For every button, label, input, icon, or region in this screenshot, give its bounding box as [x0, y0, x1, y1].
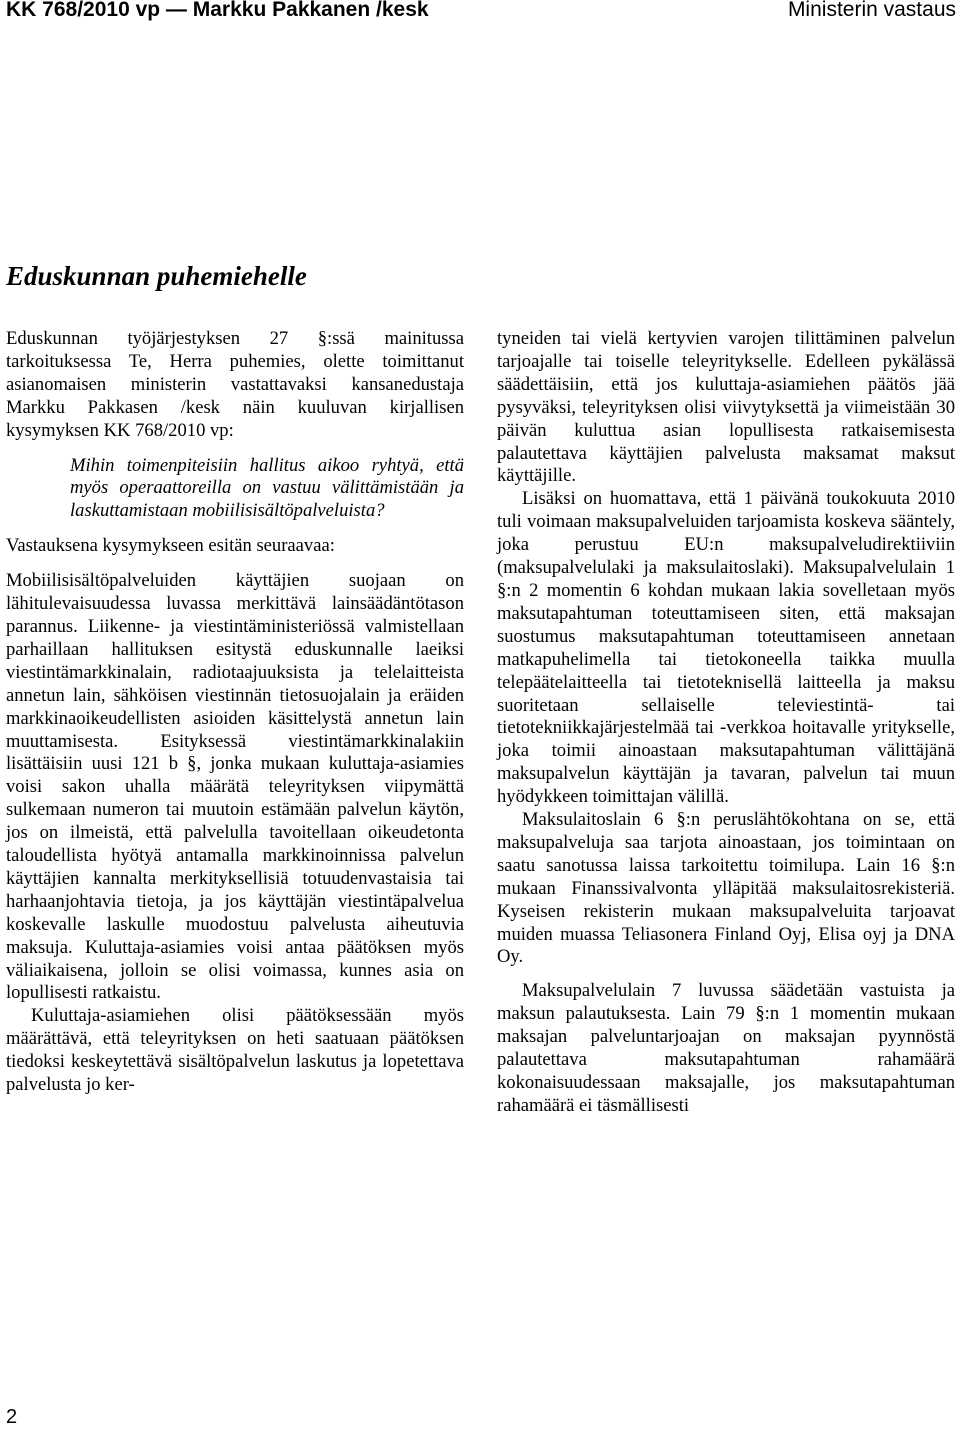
question-quote: Mihin toimenpiteisiin hallitus aikoo ryhtyä, että myös operaattoreilla on vastuu välittämistään ja laskuttamistaan mobiilisisältöpalveluista? — [70, 454, 464, 522]
body-paragraph: Lisäksi on huomattava, että 1 päivänä toukokuuta 2010 tuli voimaan maksupalveluiden tarjoamista koskeva sääntely, joka perustuu EU:n maksupalveludirektiiviin (maksupalvelulaki ja maksulaitoslaki). Maksupalvelulain 1 §:n 2 momentin 6 kohdan mukaan lakia sovelletaan myös maksutapahtuman toteuttamiseen siten, että maksajan suostumus maksutapahtuman toteuttamiseen annetaan matkapuhelimella tai tietokoneella taikka muulla telepäätelaitteella tai tietoteknisellä laitteella ja maksu suoritetaan sellaiselle televiestintä- tai tietotekniikkajärjestelmää tai -verkkoa hoitavalle yritykselle, joka toimii ainoastaan maksutapahtuman välittäjänä maksupalvelun käyttäjän ja tavaran, palvelun tai muun hyödykkeen toimittajan välillä. — [497, 488, 955, 808]
body-paragraph: Mobiilisisältöpalveluiden käyttäjien suojaan on lähitulevaisuudessa luvassa merkittävä lainsäädäntötason parannus. Liikenne- ja viestintäministeriössä valmistellaan parhaillaan hallituksen esitystä eduskunnalle laeiksi viestintämarkkinalain, radiotaajuuksista ja telelaitteista annetun lain, sähköisen viestinnän tietosuojalain ja eräiden markkinaoikeudellisten asioiden käsittelystä annetun lain muuttamisesta. Esityksessä viestintämarkkinalakiin lisättäisiin uusi 121 b §, jonka mukaan kuluttaja-asiamies voisi sakon uhalla määrätä teleyrityksen viipymättä sulkemaan numeron tai muutoin estämään palvelun käytön, jos on ilmeistä, että palvelulla tavoitellaan oikeudetonta taloudellista hyötyä antamalla markkinoinnissa palvelun käyttäjien kannalta merkityksellisiä totuudenvastaisia tai harhaanjohtavia tietoja, ja jos käyttäjän viestintäpalvelua koskevalle laskulle muodostuu palvelusta aiheutuvia maksuja. Kuluttaja-asiamies voisi antaa päätöksen myös väliaikaisena, jolloin se olisi voimassa, kunnes asia on lopullisesti ratkaistu. — [6, 570, 464, 1004]
section-title: Ministerin vastaus — [787, 0, 956, 21]
body-paragraph: Maksulaitoslain 6 §:n peruslähtökohtana on se, että maksupalveluja saa tarjota ainoastaan, jos toimintaan on saatu sanotussa laissa tarkoitettu toimilupa. Lain 16 §:n mukaan Finanssivalvonta ylläpitää maksulaitosrekisteriä. Kyseisen rekisterin mukaan maksupalveluita tarjoavat muiden muassa Teliasonera Finland Oyj, Elisa oyj ja DNA Oy. — [497, 809, 955, 968]
page-heading: Eduskunnan puhemiehelle — [6, 261, 307, 291]
body-paragraph: Maksupalvelulain 7 luvussa säädetään vastuista ja maksun palautuksesta. Lain 79 §:n 1 momentin mukaan maksajan palveluntarjoajan on maksajan pyynnöstä palautettava maksutapahtuman rahamäärä kokonaisuudessaan maksajalle, jos maksutapahtuman rahamäärä ei täsmällisesti — [497, 980, 955, 1116]
left-column — [6, 328, 464, 1097]
page-number: 2 — [6, 1406, 18, 1428]
right-column — [497, 328, 955, 1118]
document-reference: KK 768/2010 vp — Markku Pakkanen /kesk — [6, 0, 429, 21]
page-header — [0, 0, 960, 24]
intro-paragraph: Eduskunnan työjärjestyksen 27 §:ssä mainitussa tarkoituksessa Te, Herra puhemies, olette toimittanut asianomaisen ministerin vastattavaksi kansanedustaja Markku Pakkasen /kesk näin kuuluvan kirjallisen kysymyksen KK 768/2010 vp: — [6, 328, 464, 441]
body-paragraph: tyneiden tai vielä kertyvien varojen tilittäminen palvelun tarjoajalle tai toiselle teleyritykselle. Edelleen pykälässä säädettäisiin, että jos kuluttaja-asiamiehen päätös jää pysyväksi, teleyrityksen olisi viivytyksettä ja viimeistään 30 päivän kuluttua asian lopullisesta ratkaisemisesta palautettava käyttäjien palvelusta maksamat maksut käyttäjille. — [497, 328, 955, 487]
body-paragraph: Kuluttaja-asiamiehen olisi päätöksessään myös määrättävä, että teleyrityksen on heti saatuaan päätöksen tiedoksi keskeytettävä sisältöpalvelun laskutus ja lopetettava palvelusta jo ker- — [6, 1005, 464, 1096]
answer-lead: Vastauksena kysymykseen esitän seuraavaa: — [6, 535, 335, 557]
